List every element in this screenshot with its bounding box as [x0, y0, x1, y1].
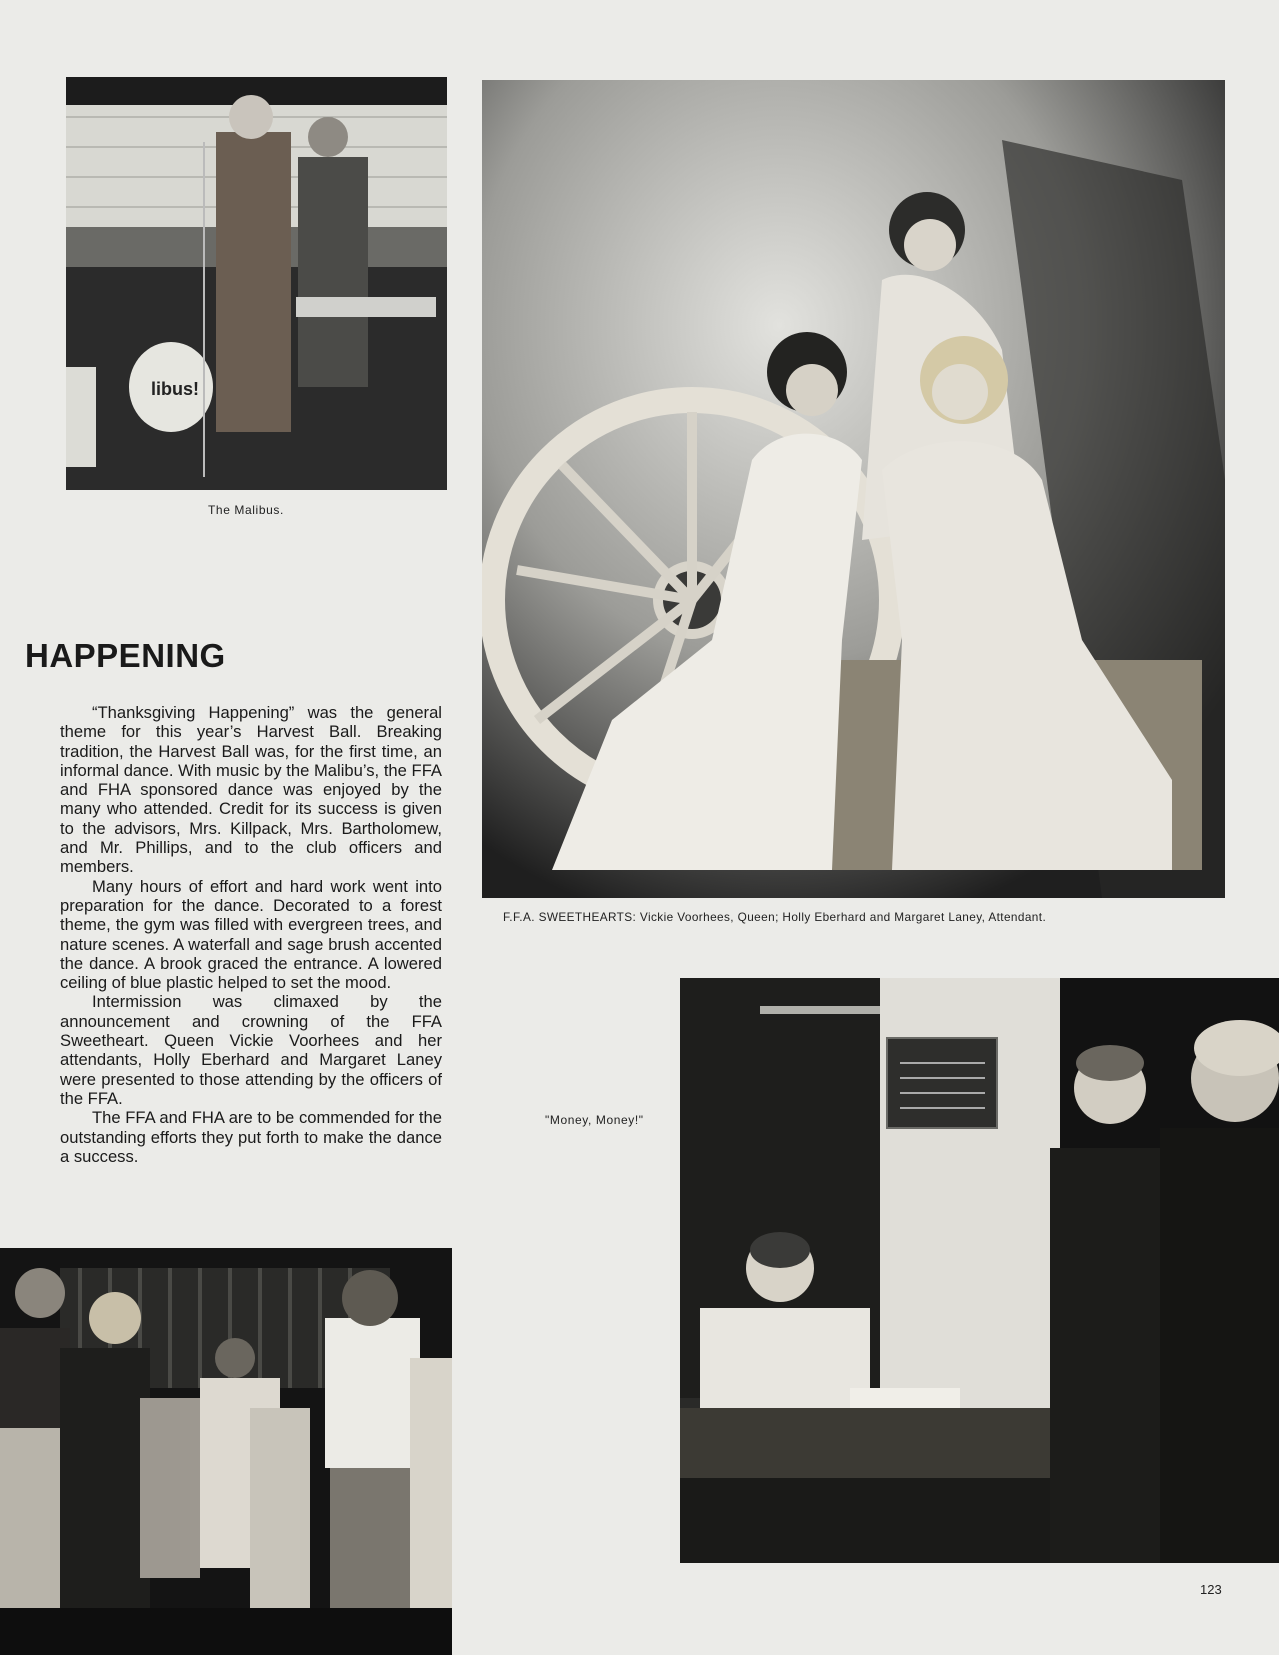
photo-ffa-sweethearts: [482, 80, 1225, 898]
caption-malibus: The Malibus.: [208, 503, 284, 517]
article-paragraph: “Thanksgiving Happening” was the general theme for this year’s Harvest Ball. Breaking tradition, the Harvest Ball was, for the first time, an informal dance. With music by the Malibu’s, the FFA and FHA sponsored dance was enjoyed by the many who attended. Credit for its success is given to the advisors, Mrs. Killpack, Mrs. Bartholomew, and Mr. Phillips, and to the club officers and members.: [60, 703, 442, 877]
photo-malibus: [66, 77, 447, 490]
article-paragraph: The FFA and FHA are to be commended for the outstanding efforts they put forth to make the dance a success.: [60, 1108, 442, 1166]
article-body: [60, 703, 442, 1166]
article-paragraph: Intermission was climaxed by the announcement and crowning of the FFA Sweetheart. Queen Vickie Voorhees and her attendants, Holly Eberhard and Margaret Laney were presented to those attending by the officers of the FFA.: [60, 992, 442, 1108]
article-paragraph: Many hours of effort and hard work went into preparation for the dance. Decorated to a forest theme, the gym was filled with evergreen trees, and nature scenes. A waterfall and sage brush accented the dance. A brook graced the entrance. A lowered ceiling of blue plastic helped to set the mood.: [60, 876, 442, 993]
drum-logo-text: libus!: [151, 379, 199, 399]
page-number: 123: [1200, 1582, 1222, 1597]
article-heading: HAPPENING: [25, 637, 226, 674]
photo-money-money: [680, 978, 1279, 1563]
photo-dancers: [0, 1248, 452, 1655]
caption-ffa-sweethearts: F.F.A. SWEETHEARTS: Vickie Voorhees, Queen; Holly Eberhard and Margaret Laney, Attendant.: [503, 910, 1047, 924]
caption-money: "Money, Money!": [545, 1113, 644, 1127]
